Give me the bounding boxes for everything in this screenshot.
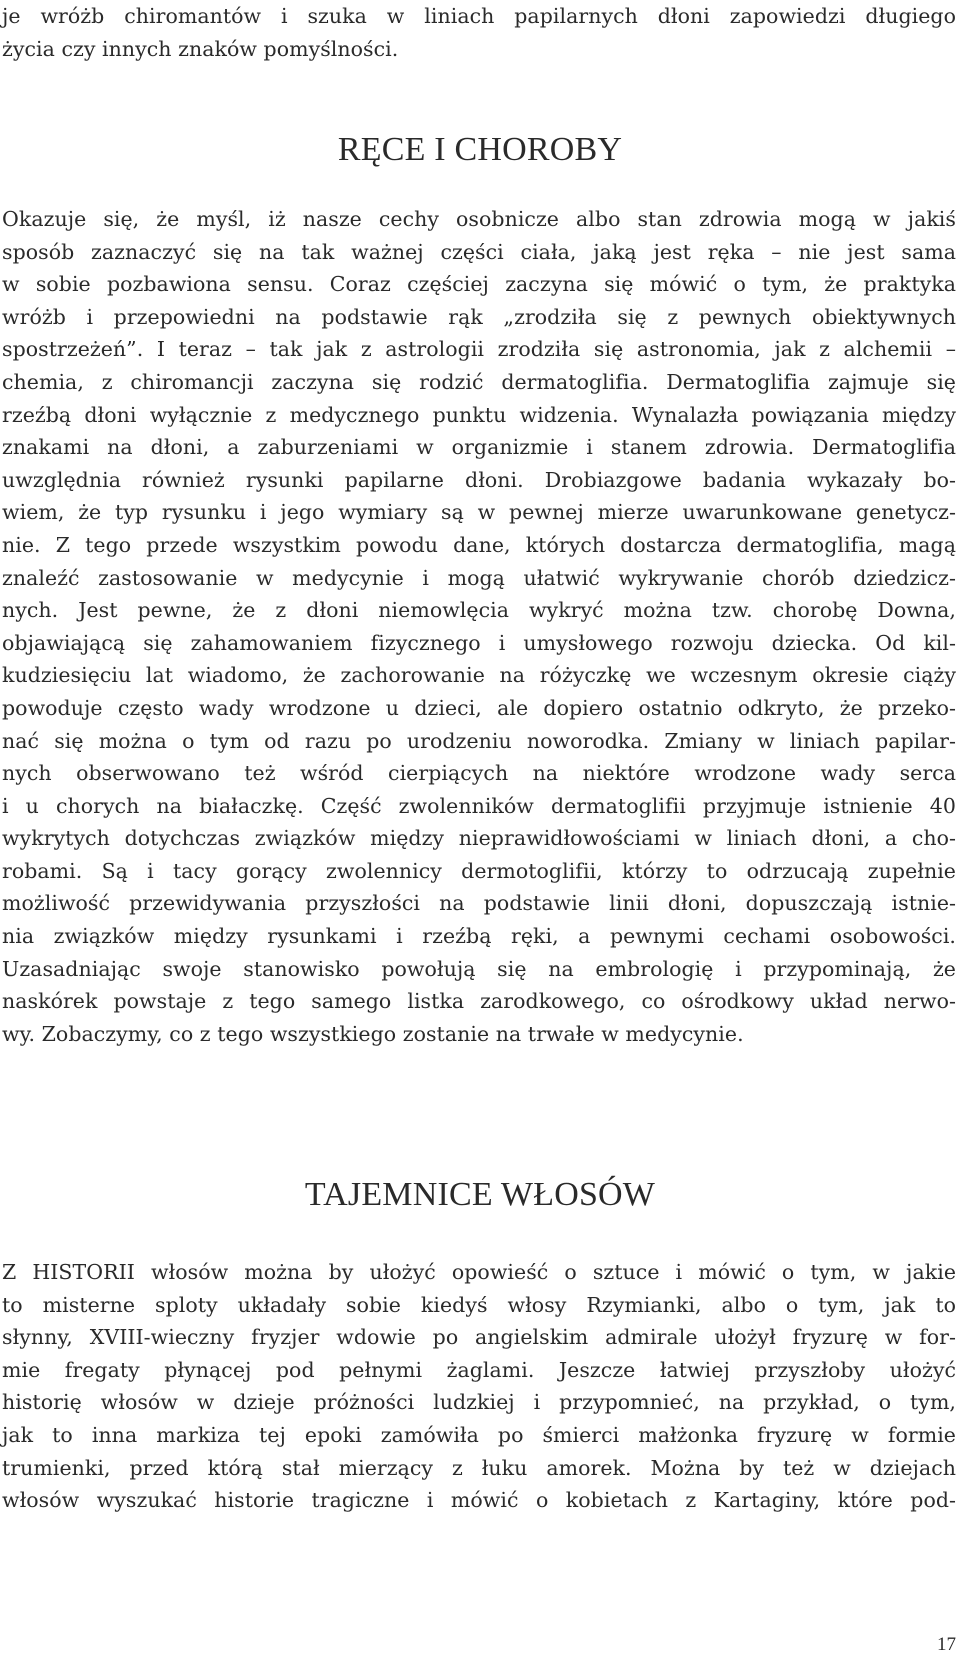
text-line: mie fregaty płynącej pod pełnymi żaglami. Jeszcze łatwiej przyszłoby ułożyć xyxy=(2,1357,956,1382)
text-line: historię włosów w dzieje próżności ludzkiej i przypomnieć, na przykład, o tym, xyxy=(2,1390,956,1415)
text-line: naskórek powstaje z tego samego listka zarodkowego, co ośrodkowy układ nerwo- xyxy=(2,989,956,1014)
text-line: Uzasadniając swoje stanowisko powołują się na embrologię i przypominają, że xyxy=(2,956,956,981)
text-line: nych. Jest pewne, że z dłoni niemowlęcia wykryć można tzw. chorobę Downa, xyxy=(2,598,956,623)
text-line: spostrzeżeń”. I teraz – tak jak z astrologii zrodziła się astronomia, jak z alchemii – xyxy=(2,337,956,362)
intro-paragraph xyxy=(2,0,956,65)
text-line: możliwość przewidywania przyszłości na podstawie linii dłoni, dopuszczają istnie- xyxy=(2,891,956,916)
text-line: nych obserwowano też wśród cierpiących na niektóre wrodzone wady serca xyxy=(2,761,956,786)
text-line: życia czy innych znaków pomyślności. xyxy=(2,36,399,61)
text-line: powoduje często wady wrodzone u dzieci, ale dopiero ostatnio odkryto, że przeko- xyxy=(2,695,956,720)
text-line: wiem, że typ rysunku i jego wymiary są w pewnej mierze uwarunkowane genetycz- xyxy=(2,500,956,525)
text-line: słynny, XVIII-wieczny fryzjer wdowie po angielskim admirale ułożył fryzurę w for- xyxy=(2,1325,956,1350)
text-line: znaleźć zastosowanie w medycynie i mogą ułatwić wykrywanie chorób dziedzicz- xyxy=(2,565,956,590)
text-line: sposób zaznaczyć się na tak ważnej części ciała, jaką jest ręka – nie jest sama xyxy=(2,239,956,264)
text-line: włosów wyszukać historie tragiczne i mówić o kobietach z Kartaginy, które pod- xyxy=(2,1488,956,1513)
text-line: chemia, z chiromancji zaczyna się rodzić dermatoglifia. Dermatoglifia zajmuje się xyxy=(2,369,956,394)
text-line: nać się można o tym od razu po urodzeniu noworodka. Zmiany w liniach papilar- xyxy=(2,728,956,753)
section-body-tajemnice-wlosow xyxy=(2,1256,956,1517)
text-line: uwzględnia również rysunki papilarne dłoni. Drobiazgowe badania wykazały bo- xyxy=(2,467,956,492)
text-line: kudziesięciu lat wiadomo, że zachorowanie na różyczkę we wczesnym okresie ciąży xyxy=(2,663,956,688)
section-heading-rece-i-choroby: RĘCE I CHOROBY xyxy=(337,131,623,168)
text-line: wykrytych dotychczas związków między nieprawidłowościami w liniach dłoni, a cho- xyxy=(2,826,956,851)
text-line: wy. Zobaczymy, co z tego wszystkiego zostanie na trwałe w medycynie. xyxy=(2,1021,744,1046)
text-line: nia związków między rysunkami i rzeźbą ręki, a pewnymi cechami osobowości. xyxy=(2,924,956,949)
text-line: jak to inna markiza tej epoki zamówiła po śmierci małżonka fryzurę w formie xyxy=(2,1422,956,1447)
text-line: je wróżb chiromantów i szuka w liniach papilarnych dłoni zapowiedzi długiego xyxy=(2,4,956,28)
text-line: nie. Z tego przede wszystkim powodu dane, których dostarcza dermatoglifia, magą xyxy=(2,532,956,557)
text-line: objawiającą się zahamowaniem fizycznego i umysłowego rozwoju dziecka. Od kil- xyxy=(2,630,956,655)
page-number: 17 xyxy=(937,1634,956,1655)
text-line: trumienki, przed którą stał mierzący z łuku amorek. Można by też w dziejach xyxy=(2,1455,956,1480)
section-heading-tajemnice-wlosow: TAJEMNICE WŁOSÓW xyxy=(304,1176,656,1213)
text-line: w sobie pozbawiona sensu. Coraz częściej zaczyna się mówić o tym, że praktyka xyxy=(2,272,956,297)
text-line: robami. Są i tacy gorący zwolennicy dermotoglifii, którzy to odrzucają zupełnie xyxy=(2,858,956,883)
text-line: wróżb i przepowiedni na podstawie rąk „zrodziła się z pewnych obiektywnych xyxy=(2,304,956,329)
text-line: Okazuje się, że myśl, iż nasze cechy osobnicze albo stan zdrowia mogą w jakiś xyxy=(2,207,956,231)
text-line: Z HISTORII włosów można by ułożyć opowieść o sztuce i mówić o tym, w jakie xyxy=(2,1260,956,1284)
text-line: znakami na dłoni, a zaburzeniami w organizmie i stanem zdrowia. Dermatoglifia xyxy=(2,435,956,460)
text-line: i u chorych na białaczkę. Część zwolenników dermatoglifii przyjmuje istnienie 40 xyxy=(2,793,956,818)
section-body-rece-i-choroby xyxy=(2,203,956,1050)
text-line: rzeźbą dłoni wyłącznie z medycznego punktu widzenia. Wynalazła powiązania między xyxy=(2,402,956,427)
text-line: to misterne sploty układały sobie kiedyś włosy Rzymianki, albo o tym, jak to xyxy=(2,1292,956,1317)
